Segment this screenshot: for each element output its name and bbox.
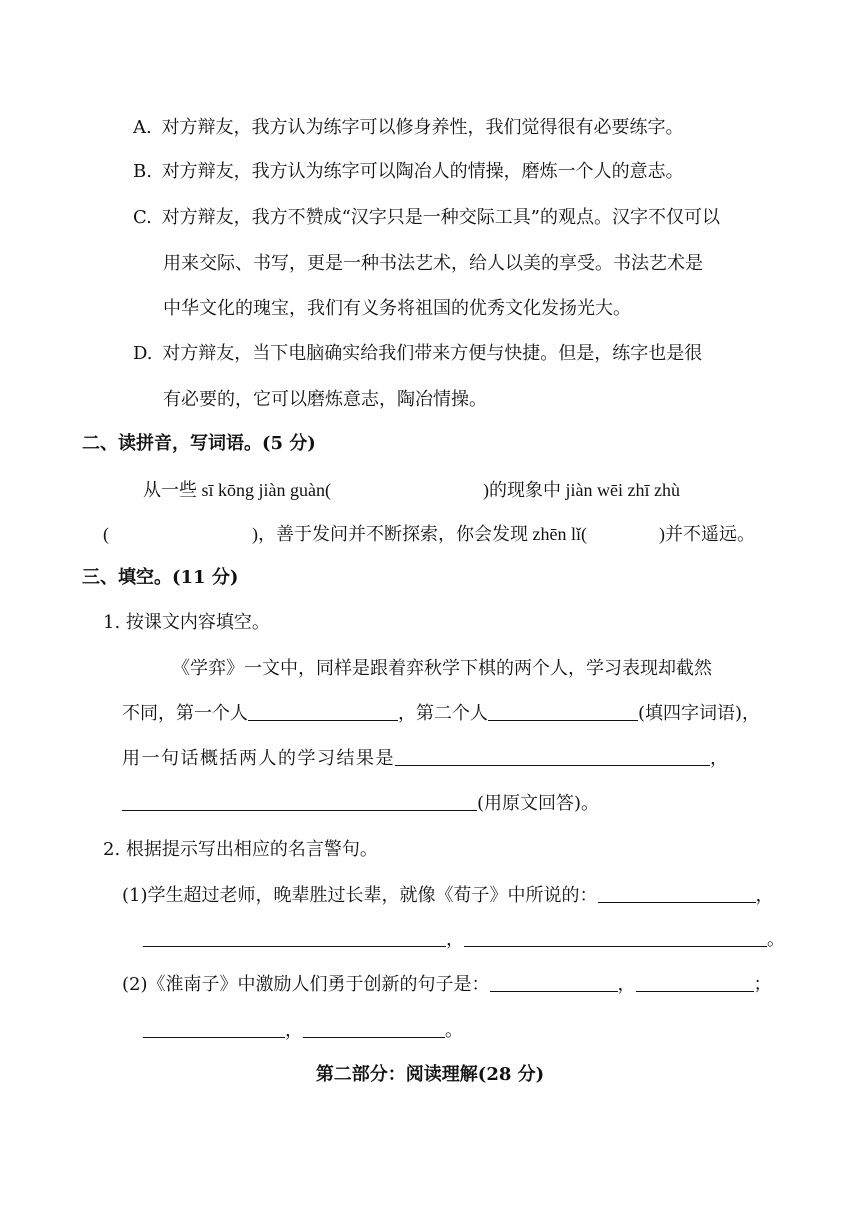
option-c [133, 206, 720, 230]
q2-blank-4[interactable] [490, 973, 618, 992]
q1-blank-1[interactable] [248, 702, 398, 721]
q2-p2-seg-e: 。 [445, 1020, 463, 1041]
option-a [133, 116, 683, 140]
pinyin-seg-5: )并不遥远。 [658, 524, 755, 544]
q1-blank-3[interactable] [395, 747, 710, 766]
q2-p2-seg-d: ， [285, 1020, 303, 1041]
q1-seg-a: 不同，第一个人 [122, 703, 248, 724]
q1-line-4 [122, 792, 599, 816]
q2-p2-seg-c: ； [753, 974, 772, 995]
option-d-text-2: 有必要的，它可以磨炼意志，陶冶情操。 [163, 389, 487, 410]
q1-label: 1. 按课文内容填空。 [103, 612, 270, 633]
pinyin-seg-3: ( [103, 524, 109, 544]
q2-blank-6[interactable] [143, 1019, 285, 1038]
q1-seg-f: (用原文回答)。 [477, 793, 600, 814]
q1-seg-d: 用一句话概括两人的学习结果是 [122, 748, 395, 769]
q2-blank-7[interactable] [303, 1019, 445, 1038]
option-d [133, 342, 702, 366]
q2-p1-seg-a: (1)学生超过老师，晚辈胜过长辈，就像《荀子》中所说的： [122, 885, 598, 906]
q1-seg-b: ，第二个人 [398, 703, 488, 724]
pinyin-seg-4: )，善于发问并不断探索，你会发现 zhēn lǐ( [252, 524, 587, 544]
option-c-label: C. [133, 207, 152, 228]
part-2-title: 第二部分：阅读理解(28 分) [315, 1064, 545, 1085]
pinyin-seg-1: 从一些 sī kōng jiàn guàn( [143, 480, 331, 500]
q1-seg-c: (填四字词语)， [638, 703, 761, 724]
q2-blank-5[interactable] [636, 973, 754, 992]
q1-line-1: 《学弈》一文中，同样是跟着弈秋学下棋的两个人，学习表现却截然 [172, 658, 712, 679]
q2-blank-1[interactable] [598, 884, 756, 903]
option-c-text-3: 中华文化的瑰宝，我们有义务将祖国的优秀文化发扬光大。 [163, 298, 631, 319]
q2-part-2-line-1 [122, 973, 772, 997]
q2-blank-2[interactable] [143, 928, 446, 947]
q1-blank-2[interactable] [488, 702, 638, 721]
option-d-label: D. [133, 343, 153, 364]
option-b-label: B. [133, 161, 152, 182]
q1-blank-4[interactable] [122, 792, 477, 811]
q1-seg-e: ， [710, 748, 728, 769]
q2-p2-seg-b: ， [617, 974, 636, 995]
option-d-text-1: 对方辩友，当下电脑确实给我们带来方便与快捷。但是，练字也是很 [162, 343, 703, 364]
q2-p1-seg-c: ， [446, 929, 464, 950]
q2-part-2-line-2 [143, 1019, 463, 1043]
option-b-text: 对方辩友，我方认为练字可以陶冶人的情操，磨炼一个人的意志。 [161, 161, 684, 182]
option-a-label: A. [133, 117, 152, 138]
q1-line-2 [122, 702, 760, 726]
section-3-title: 三、填空。(11 分) [82, 567, 239, 588]
q2-part-1-line-1 [122, 884, 774, 908]
q2-p1-seg-d: 。 [767, 929, 785, 950]
q2-p2-seg-a: (2)《淮南子》中激励人们勇于创新的句子是： [122, 974, 490, 995]
q2-label: 2. 根据提示写出相应的名言警句。 [103, 839, 378, 860]
pinyin-seg-2: )的现象中 jiàn wēi zhī zhù [482, 480, 680, 500]
pinyin-line-1 [143, 478, 680, 502]
option-c-text-1: 对方辩友，我方不赞成“汉字只是一种交际工具”的观点。汉字不仅可以 [161, 207, 720, 228]
q2-blank-3[interactable] [464, 928, 767, 947]
q2-part-1-line-2 [143, 928, 785, 952]
option-a-text: 对方辩友，我方认为练字可以修身养性，我们觉得很有必要练字。 [161, 117, 684, 138]
pinyin-line-2 [103, 522, 755, 546]
q1-line-3 [122, 747, 728, 771]
option-b [133, 160, 684, 184]
option-c-text-2: 用来交际、书写，更是一种书法艺术，给人以美的享受。书法艺术是 [163, 253, 703, 274]
q2-p1-seg-b: ， [755, 885, 774, 906]
section-2-title: 二、读拼音，写词语。(5 分) [82, 433, 316, 454]
